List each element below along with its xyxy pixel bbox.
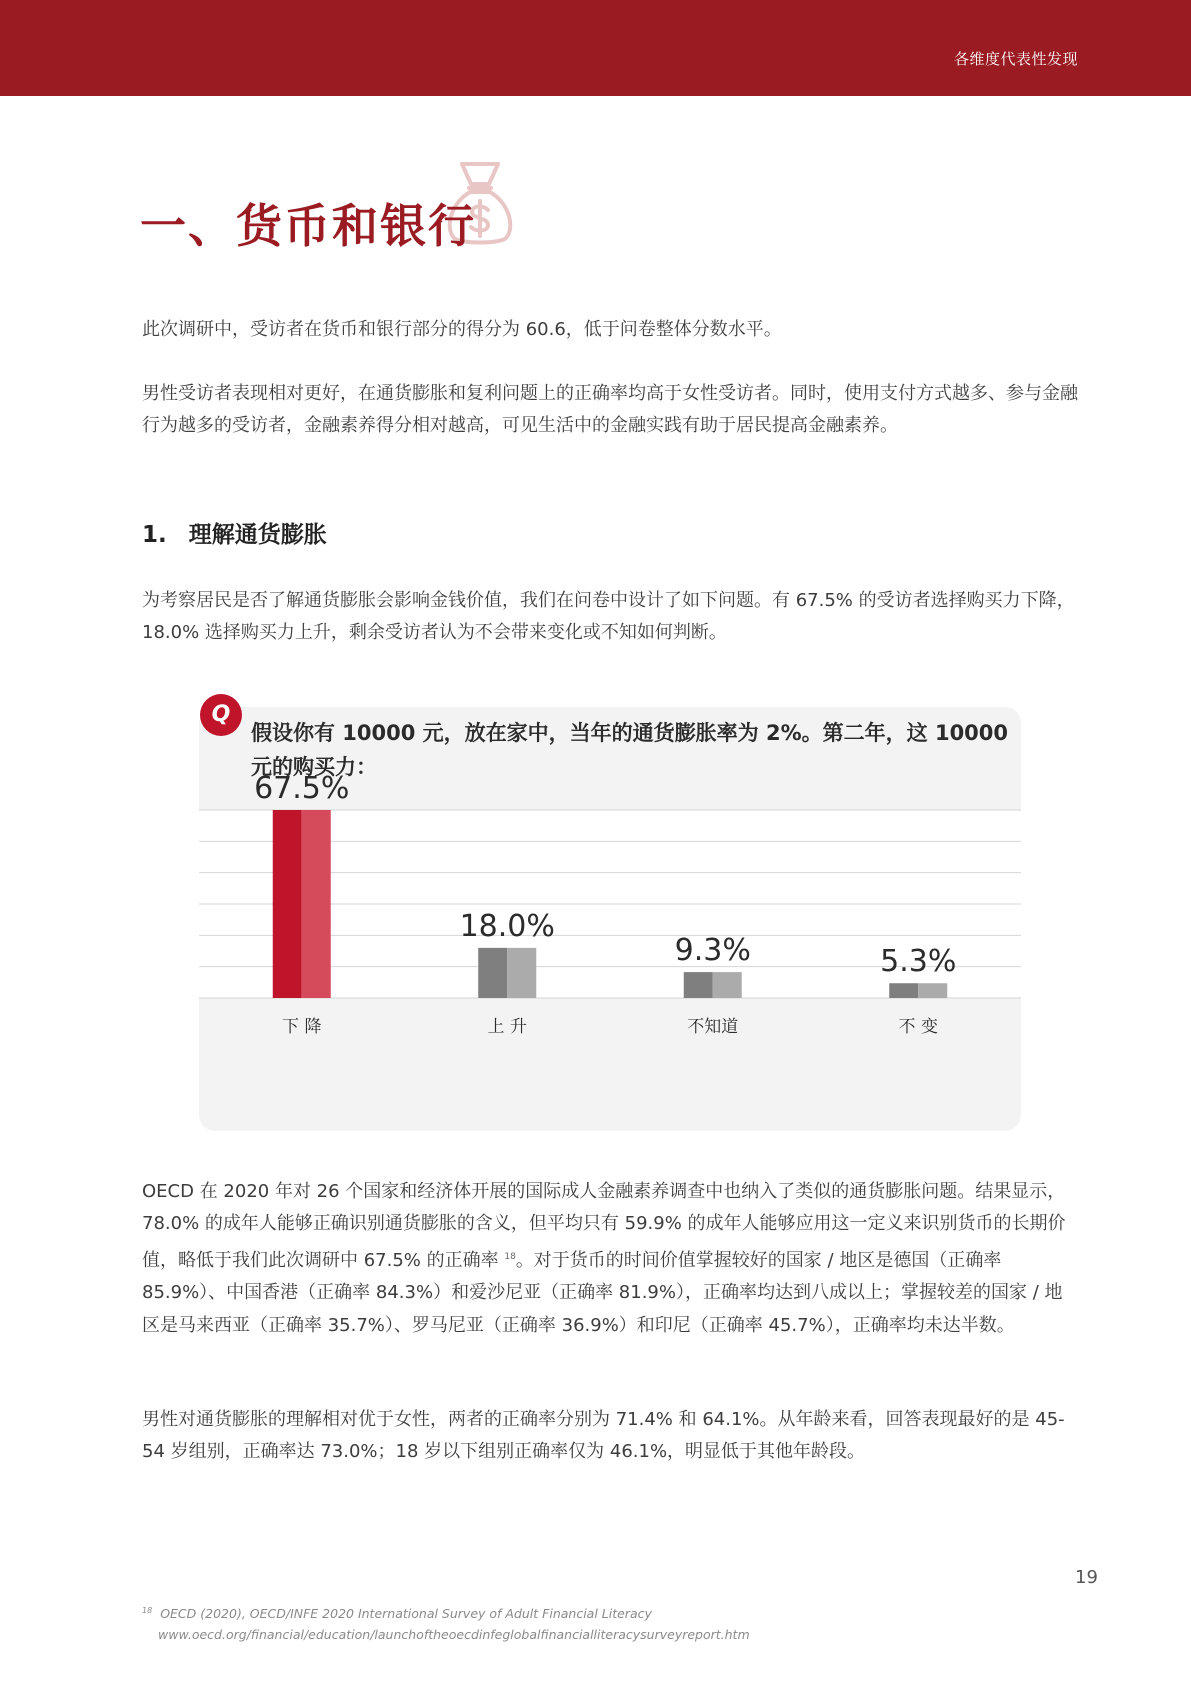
chart-bar [478,948,507,998]
chart-category-label: 不 变 [898,1017,938,1037]
chart-bar [889,983,918,998]
inflation-answer-bar-chart [199,771,1021,1120]
footnote-mark: 18 [142,1606,153,1615]
chart-data-label: 67.5% [254,771,350,806]
chart-category-label: 不知道 [687,1017,739,1037]
paragraph-gender-age-results: 男性对通货膨胀的理解相对优于女性，两者的正确率分别为 71.4% 和 64.1%。从年龄来看，回答表现最好的是 45-54 岁组别，正确率达 73.0%；18 岁以下组别正确率仅为 46.1%，明显低于其他年龄段。 [142,1409,1065,1462]
chart-data-label: 9.3% [674,933,751,969]
paragraph-inflation-question-intro: 为考察居民是否了解通货膨胀会影响金钱价值，我们在问卷中设计了如下问题。有 67.5% 的受访者选择购买力下降，18.0% 选择购买力上升，剩余受访者认为不会带来变化或不知如何判断。 [142,590,1075,643]
paragraph-gender-practice: 男性受访者表现相对更好，在通货膨胀和复利问题上的正确率均高于女性受访者。同时，使用支付方式越多、参与金融行为越多的受访者，金融素养得分相对越高，可见生活中的金融实践有助于居民提高金融素养。 [142,383,1078,436]
paragraph-oecd-comparison [142,1176,1080,1342]
header-band [0,0,1191,96]
footnote-reference: 18 [504,1251,516,1262]
chart-category-label: 上 升 [487,1017,527,1037]
chart-bar [684,972,713,998]
header-section-label: 各维度代表性发现 [953,50,1078,68]
footnote [142,1600,1092,1645]
subsection-title: 理解通货膨胀 [188,522,327,548]
oecd-paragraph-part-a: OECD 在 2020 年对 26 个国家和经济体开展的国际成人金融素养调查中也纳入了类似的通货膨胀问题。结果显示，78.0% 的成年人能够正确识别通货膨胀的含义，但平均只有 59.9% 的成年人能够应用这一定义来识别货币的长期价值，略低于我们此次调研中 67.5% 的正确率 [142,1181,1066,1271]
question-badge: Q [200,694,242,736]
page-number: 19 [1075,1567,1098,1588]
subsection-heading [142,516,327,549]
footnote-url: www.oecd.org/financial/education/launchoftheoecdinfeglobalfinancialliteracysurveyreport.htm [158,1627,750,1643]
chart-data-label: 5.3% [880,944,957,980]
chart-bar-shade [507,948,536,998]
subsection-number: 1. [142,522,167,548]
chart-bar-shade [713,972,742,998]
question-text: 假设你有 10000 元，放在家中，当年的通货膨胀率为 2%。第二年，这 10000 元的购买力： [251,721,1009,779]
chart-bar-shade [302,810,331,998]
chart-data-label: 18.0% [459,908,555,944]
chart-bar-shade [918,983,947,998]
oecd-paragraph-part-b: 。对于货币的时间价值掌握较好的国家 / 地区是德国（正确率 85.9%）、中国香港（正确率 84.3%）和爱沙尼亚（正确率 81.9%），正确率均达到八成以上；掌握较差的国家 / 地区是马来西亚（正确率 35.7%）、罗马尼亚（正确率 36.9%）和印尼（正确率 45.7%），正确率均未达半数。 [142,1249,1063,1336]
chart-bar [273,810,302,998]
chart-category-label: 下 降 [282,1017,322,1037]
footnote-citation: OECD (2020), OECD/INFE 2020 International Survey of Adult Financial Literacy [160,1606,652,1622]
section-title: 一、货币和银行 [140,199,476,253]
paragraph-intro: 此次调研中，受访者在货币和银行部分的得分为 60.6，低于问卷整体分数水平。 [142,319,782,340]
